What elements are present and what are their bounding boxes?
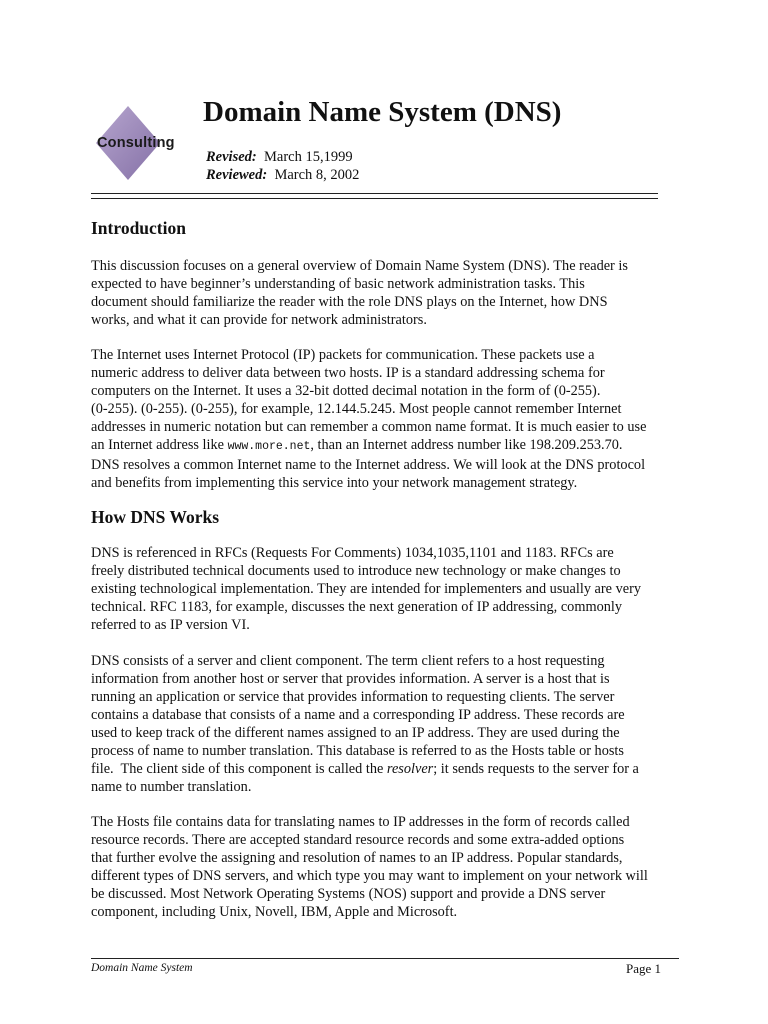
intro-paragraph-2 (91, 346, 691, 492)
text-fragment: ; it sends requests to the server for a (433, 761, 639, 777)
text-line: resource records. There are accepted standard resource records and some extra-added options (91, 832, 625, 848)
consulting-logo (90, 106, 190, 180)
header-rule-bottom (91, 198, 658, 199)
page-title: Domain Name System (DNS) (203, 96, 562, 128)
example-domain-code: www.more.net (227, 440, 311, 453)
text-line: different types of DNS servers, and which type you may want to implement on your network will (91, 868, 648, 884)
text-fragment: , than an Internet address number like 198.209.253.70. (310, 437, 623, 453)
footer-document-name: Domain Name System (91, 962, 193, 974)
reviewed-label: Reviewed: (206, 167, 268, 183)
how-paragraph-2 (91, 652, 691, 796)
text-line: be discussed. Most Network Operating Systems (NOS) support and provide a DNS server (91, 886, 606, 902)
text-line: that further evolve the assigning and resolution of names to an IP address. Popular standards, (91, 850, 623, 866)
text-line: component, including Unix, Novell, IBM, Apple and Microsoft. (91, 904, 458, 920)
text-line: technical. RFC 1183, for example, discusses the next generation of IP addressing, commonly (91, 599, 622, 615)
header-rule-top (91, 193, 658, 194)
text-line: DNS resolves a common Internet name to the Internet address. We will look at the DNS protocol (91, 457, 646, 473)
text-fragment: an Internet address like (91, 437, 228, 453)
text-line: running an application or service that provides information to requesting clients. The server (91, 689, 615, 705)
text-line: DNS is referenced in RFCs (Requests For Comments) 1034,1035,1101 and 1183. RFCs are (91, 545, 614, 561)
footer-rule (91, 958, 679, 959)
text-line: name to number translation. (91, 779, 252, 795)
reviewed-date: March 8, 2002 (274, 167, 360, 183)
section-heading-how-dns-works: How DNS Works (91, 507, 220, 527)
text-line: computers on the Internet. It uses a 32-bit dotted decimal notation in the form of (0-255). (91, 383, 601, 399)
revised-line (206, 148, 353, 166)
text-line: expected to have beginner’s understanding of basic network administration tasks. This (91, 276, 585, 292)
intro-paragraph-1 (91, 257, 691, 329)
text-line: addresses in numeric notation but can remember a common name format. It is much easier to use (91, 419, 647, 435)
text-line: document should familiarize the reader with the role DNS plays on the Internet, how DNS (91, 294, 608, 310)
text-line: numeric address to deliver data between two hosts. IP is a standard addressing schema for (91, 365, 605, 381)
how-paragraph-3 (91, 813, 691, 921)
text-fragment: file. The client side of this component is called the (91, 761, 387, 777)
footer-page-number: Page 1 (625, 961, 661, 976)
revised-label: Revised: (206, 149, 257, 165)
text-line: used to keep track of the different names assigned to an IP address. They are used during the (91, 725, 620, 741)
text-line: information from another host or server that provides information. A server is a host that is (91, 671, 610, 687)
text-line: contains a database that consists of a name and a corresponding IP address. These records are (91, 707, 625, 723)
text-line: existing technological implementation. They are intended for implementers and usually are very (91, 581, 641, 597)
text-line: (0-255). (0-255). (0-255), for example, 12.144.5.245. Most people cannot remember Internet (91, 401, 622, 417)
how-paragraph-1 (91, 544, 691, 634)
text-line: referred to as IP version VI. (91, 617, 250, 633)
text-line: works, and what it can provide for network administrators. (91, 312, 427, 328)
text-line: freely distributed technical documents used to introduce new technology or make changes to (91, 563, 621, 579)
text-line: process of name to number translation. This database is referred to as the Hosts table or hosts (91, 743, 624, 759)
section-heading-introduction: Introduction (91, 218, 186, 238)
text-line: This discussion focuses on a general overview of Domain Name System (DNS). The reader is (91, 258, 628, 274)
text-line: The Hosts file contains data for translating names to IP addresses in the form of records called (91, 814, 630, 830)
resolver-term: resolver (386, 761, 434, 777)
text-line-with-emphasis (91, 760, 691, 778)
text-line-with-code (91, 436, 691, 456)
reviewed-line (206, 166, 359, 184)
revised-date: March 15,1999 (263, 149, 353, 165)
text-line: DNS consists of a server and client component. The term client refers to a host requesting (91, 653, 605, 669)
text-line: The Internet uses Internet Protocol (IP) packets for communication. These packets use a (91, 347, 595, 363)
logo-text: Consulting (97, 135, 175, 151)
text-line: and benefits from implementing this service into your network management strategy. (91, 475, 578, 491)
